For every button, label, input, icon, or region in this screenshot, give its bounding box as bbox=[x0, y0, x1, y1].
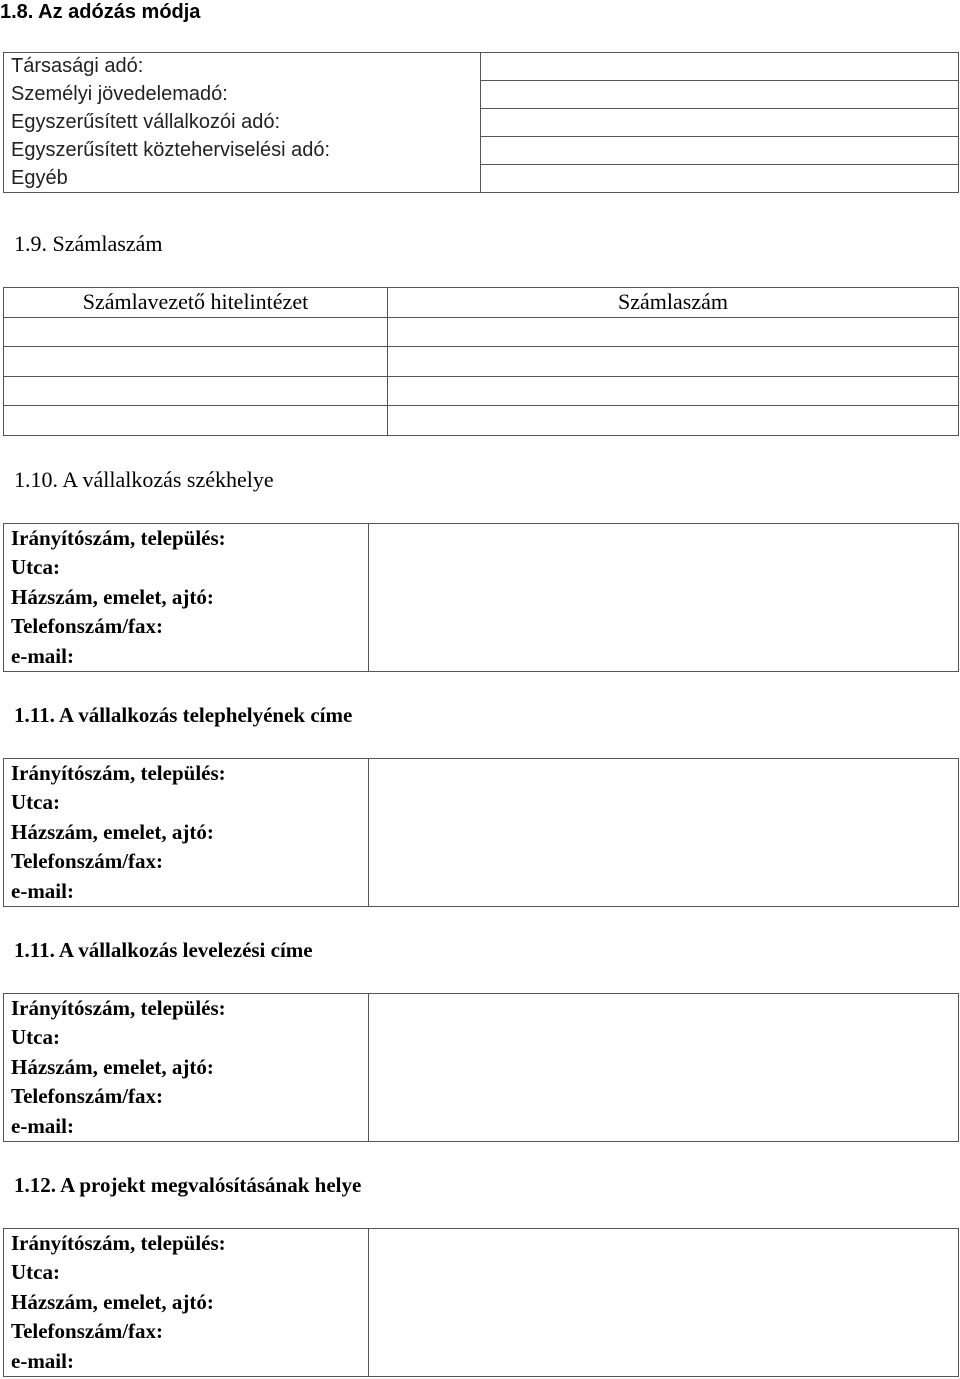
email-label: e-mail: bbox=[4, 877, 369, 907]
table-row bbox=[4, 642, 959, 672]
tax-label-simplified-enterprise: Egyszerűsített vállalkozói adó: bbox=[4, 109, 481, 137]
zip-city-label: Irányítószám, település: bbox=[4, 759, 369, 789]
table-row bbox=[4, 1347, 959, 1377]
table-row bbox=[4, 583, 959, 613]
section-1-8-title: 1.8. Az adózás módja bbox=[0, 1, 201, 23]
account-cell[interactable] bbox=[388, 376, 959, 406]
table-row bbox=[4, 1288, 959, 1318]
table-row bbox=[4, 137, 959, 165]
phone-fax-field[interactable] bbox=[369, 1082, 959, 1112]
street-label: Utca: bbox=[4, 1258, 369, 1288]
section-1-11-mailing-title: 1.11. A vállalkozás levelezési címe bbox=[14, 938, 313, 962]
bank-cell[interactable] bbox=[4, 406, 388, 436]
bank-cell[interactable] bbox=[4, 376, 388, 406]
column-header-bank: Számlavezető hitelintézet bbox=[4, 288, 388, 318]
table-row bbox=[4, 109, 959, 137]
section-1-9-title: 1.9. Számlaszám bbox=[14, 231, 163, 256]
email-field[interactable] bbox=[369, 1347, 959, 1377]
email-label: e-mail: bbox=[4, 1112, 369, 1142]
table-row bbox=[4, 1082, 959, 1112]
account-cell[interactable] bbox=[388, 347, 959, 377]
section-1-10-title: 1.10. A vállalkozás székhelye bbox=[14, 467, 274, 492]
table-row bbox=[4, 877, 959, 907]
column-header-account: Számlaszám bbox=[388, 288, 959, 318]
table-row bbox=[4, 53, 959, 81]
street-field[interactable] bbox=[369, 1258, 959, 1288]
table-row bbox=[4, 376, 959, 406]
table-row bbox=[4, 553, 959, 583]
table-row bbox=[4, 165, 959, 193]
tax-value-corporate[interactable] bbox=[481, 53, 959, 81]
house-field[interactable] bbox=[369, 1053, 959, 1083]
tax-value-simplified-enterprise[interactable] bbox=[481, 109, 959, 137]
zip-city-field[interactable] bbox=[369, 1229, 959, 1259]
house-label: Házszám, emelet, ajtó: bbox=[4, 818, 369, 848]
phone-fax-field[interactable] bbox=[369, 612, 959, 642]
house-field[interactable] bbox=[369, 583, 959, 613]
headquarters-address-table bbox=[3, 523, 959, 672]
mailing-address-table bbox=[3, 993, 959, 1142]
bank-cell[interactable] bbox=[4, 317, 388, 347]
table-row bbox=[4, 81, 959, 109]
house-label: Házszám, emelet, ajtó: bbox=[4, 1288, 369, 1318]
email-label: e-mail: bbox=[4, 1347, 369, 1377]
bank-account-table bbox=[3, 287, 959, 436]
street-label: Utca: bbox=[4, 788, 369, 818]
house-label: Házszám, emelet, ajtó: bbox=[4, 1053, 369, 1083]
tax-value-other[interactable] bbox=[481, 165, 959, 193]
table-row bbox=[4, 1023, 959, 1053]
table-row bbox=[4, 347, 959, 377]
table-row bbox=[4, 759, 959, 789]
table-row bbox=[4, 612, 959, 642]
tax-method-table bbox=[3, 52, 959, 193]
street-field[interactable] bbox=[369, 1023, 959, 1053]
street-field[interactable] bbox=[369, 553, 959, 583]
street-label: Utca: bbox=[4, 553, 369, 583]
tax-label-personal-income: Személyi jövedelemadó: bbox=[4, 81, 481, 109]
tax-value-simplified-public-burden[interactable] bbox=[481, 137, 959, 165]
table-row bbox=[4, 788, 959, 818]
bank-cell[interactable] bbox=[4, 347, 388, 377]
zip-city-label: Irányítószám, település: bbox=[4, 1229, 369, 1259]
phone-fax-label: Telefonszám/fax: bbox=[4, 1082, 369, 1112]
section-1-12-title: 1.12. A projekt megvalósításának helye bbox=[14, 1173, 362, 1197]
phone-fax-label: Telefonszám/fax: bbox=[4, 612, 369, 642]
tax-label-other: Egyéb bbox=[4, 165, 481, 193]
table-row bbox=[4, 1112, 959, 1142]
house-label: Házszám, emelet, ajtó: bbox=[4, 583, 369, 613]
account-cell[interactable] bbox=[388, 406, 959, 436]
account-cell[interactable] bbox=[388, 317, 959, 347]
house-field[interactable] bbox=[369, 1288, 959, 1318]
table-header-row bbox=[4, 288, 959, 318]
table-row bbox=[4, 317, 959, 347]
tax-label-simplified-public-burden: Egyszerűsített közteherviselési adó: bbox=[4, 137, 481, 165]
zip-city-label: Irányítószám, település: bbox=[4, 524, 369, 554]
zip-city-field[interactable] bbox=[369, 524, 959, 554]
zip-city-field[interactable] bbox=[369, 759, 959, 789]
street-field[interactable] bbox=[369, 788, 959, 818]
phone-fax-field[interactable] bbox=[369, 1317, 959, 1347]
phone-fax-label: Telefonszám/fax: bbox=[4, 1317, 369, 1347]
street-label: Utca: bbox=[4, 1023, 369, 1053]
table-row bbox=[4, 1258, 959, 1288]
email-field[interactable] bbox=[369, 642, 959, 672]
table-row bbox=[4, 818, 959, 848]
phone-fax-field[interactable] bbox=[369, 847, 959, 877]
tax-label-corporate: Társasági adó: bbox=[4, 53, 481, 81]
table-row bbox=[4, 524, 959, 554]
table-row bbox=[4, 1053, 959, 1083]
email-field[interactable] bbox=[369, 877, 959, 907]
email-label: e-mail: bbox=[4, 642, 369, 672]
tax-value-personal-income[interactable] bbox=[481, 81, 959, 109]
phone-fax-label: Telefonszám/fax: bbox=[4, 847, 369, 877]
project-location-table bbox=[3, 1228, 959, 1377]
section-1-11-site-title: 1.11. A vállalkozás telephelyének címe bbox=[14, 703, 353, 727]
table-row bbox=[4, 406, 959, 436]
zip-city-label: Irányítószám, település: bbox=[4, 994, 369, 1024]
house-field[interactable] bbox=[369, 818, 959, 848]
zip-city-field[interactable] bbox=[369, 994, 959, 1024]
table-row bbox=[4, 994, 959, 1024]
site-address-table bbox=[3, 758, 959, 907]
email-field[interactable] bbox=[369, 1112, 959, 1142]
table-row bbox=[4, 1229, 959, 1259]
table-row bbox=[4, 847, 959, 877]
table-row bbox=[4, 1317, 959, 1347]
